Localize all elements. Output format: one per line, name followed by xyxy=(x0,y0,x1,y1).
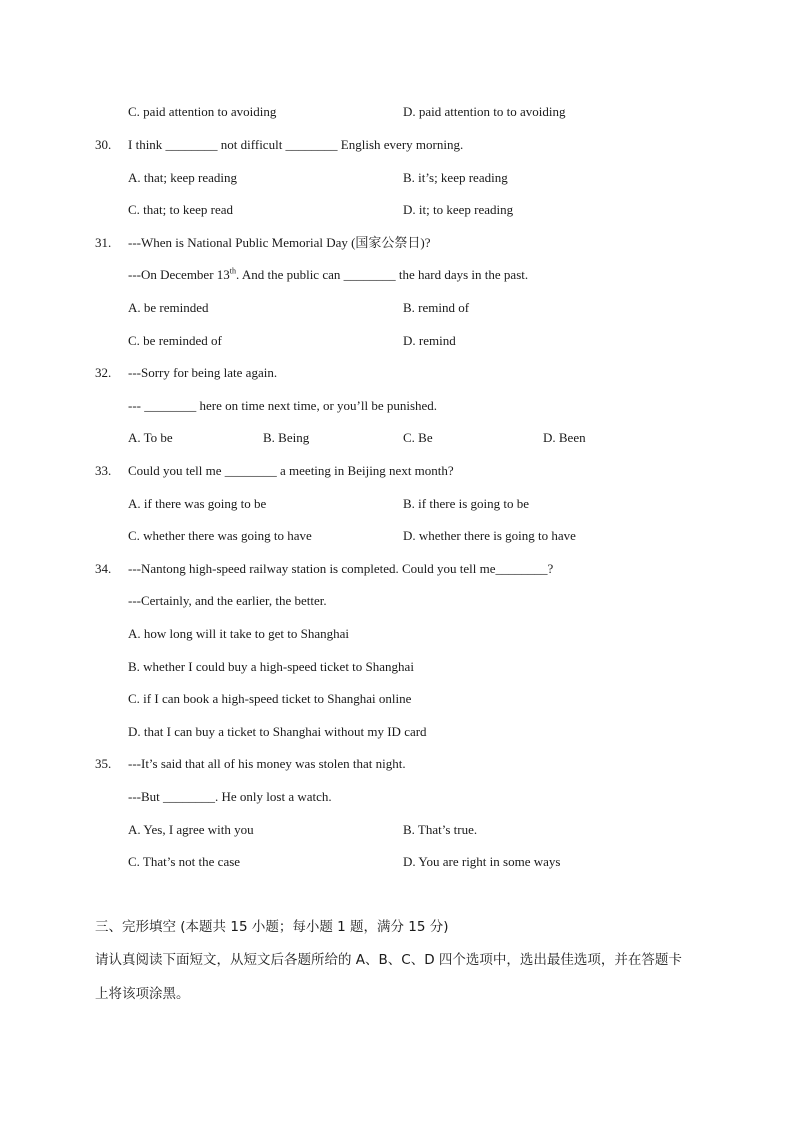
q35-option-a: A. Yes, I agree with you xyxy=(128,822,254,837)
q34-option-d: D. that I can buy a ticket to Shanghai without my ID card xyxy=(128,724,427,739)
q32-option-c: C. Be xyxy=(403,430,433,445)
q32-option-a: A. To be xyxy=(128,430,173,445)
section-instruction-line2: 上将该项涂黑。 xyxy=(95,986,190,1002)
q35-option-c: C. That’s not the case xyxy=(128,854,241,869)
q29-option-c: C. paid attention to avoiding xyxy=(128,104,277,119)
q30-option-a: A. that; keep reading xyxy=(128,170,238,185)
q30-stem: I think ________ not difficult ________ English every morning. xyxy=(128,137,464,152)
q35-stem-1: ---It’s said that all of his money was stolen that night. xyxy=(128,756,406,771)
q30-number: 30. xyxy=(95,137,112,152)
q34-option-c: C. if I can book a high-speed ticket to Shanghai online xyxy=(128,691,412,706)
q35-number: 35. xyxy=(95,756,112,771)
q31-option-b: B. remind of xyxy=(403,300,470,315)
q35-stem-2: ---But ________. He only lost a watch. xyxy=(128,789,332,804)
q32-stem-2: --- ________ here on time next time, or you’ll be punished. xyxy=(128,398,438,413)
q31-stem-2b: . And the public can ________ the hard days in the past. xyxy=(236,267,529,282)
q31-stem-2 xyxy=(128,267,528,283)
q33-stem: Could you tell me ________ a meeting in Beijing next month? xyxy=(128,463,454,478)
q29-option-d: D. paid attention to to avoiding xyxy=(403,104,566,119)
q31-option-d: D. remind xyxy=(403,333,456,348)
q31-sup: th xyxy=(229,266,237,276)
q30-option-b: B. it’s; keep reading xyxy=(403,170,508,185)
q32-option-d: D. Been xyxy=(543,430,586,445)
q33-option-a: A. if there was going to be xyxy=(128,496,267,511)
q34-stem-2: ---Certainly, and the earlier, the better. xyxy=(128,593,327,608)
q33-option-c: C. whether there was going to have xyxy=(128,528,312,543)
q31-stem-2a: ---On December 13 xyxy=(128,267,230,282)
q31-stem-1: ---When is National Public Memorial Day (国家公祭日)? xyxy=(128,235,431,250)
q31-option-c: C. be reminded of xyxy=(128,333,222,348)
q30-option-d: D. it; to keep reading xyxy=(403,202,514,217)
q33-option-b: B. if there is going to be xyxy=(403,496,530,511)
q32-option-b: B. Being xyxy=(263,430,310,445)
q34-option-a: A. how long will it take to get to Shanghai xyxy=(128,626,349,641)
section-instruction-line1: 请认真阅读下面短文，从短文后各题所给的 A、B、C、D 四个选项中，选出最佳选项，并在答题卡 xyxy=(95,952,682,968)
q34-option-b: B. whether I could buy a high-speed ticket to Shanghai xyxy=(128,659,414,674)
q31-option-a: A. be reminded xyxy=(128,300,209,315)
q35-option-d: D. You are right in some ways xyxy=(403,854,561,869)
q33-number: 33. xyxy=(95,463,112,478)
q31-number: 31. xyxy=(95,235,112,250)
q34-stem-1: ---Nantong high-speed railway station is completed. Could you tell me________? xyxy=(128,561,554,576)
q35-option-b: B. That’s true. xyxy=(403,822,478,837)
q30-option-c: C. that; to keep read xyxy=(128,202,234,217)
q33-option-d: D. whether there is going to have xyxy=(403,528,576,543)
section-heading: 三、完形填空 (本题共 15 小题；每小题 1 题，满分 15 分) xyxy=(95,919,449,935)
q32-number: 32. xyxy=(95,365,112,380)
q32-stem-1: ---Sorry for being late again. xyxy=(128,365,278,380)
q34-number: 34. xyxy=(95,561,112,576)
